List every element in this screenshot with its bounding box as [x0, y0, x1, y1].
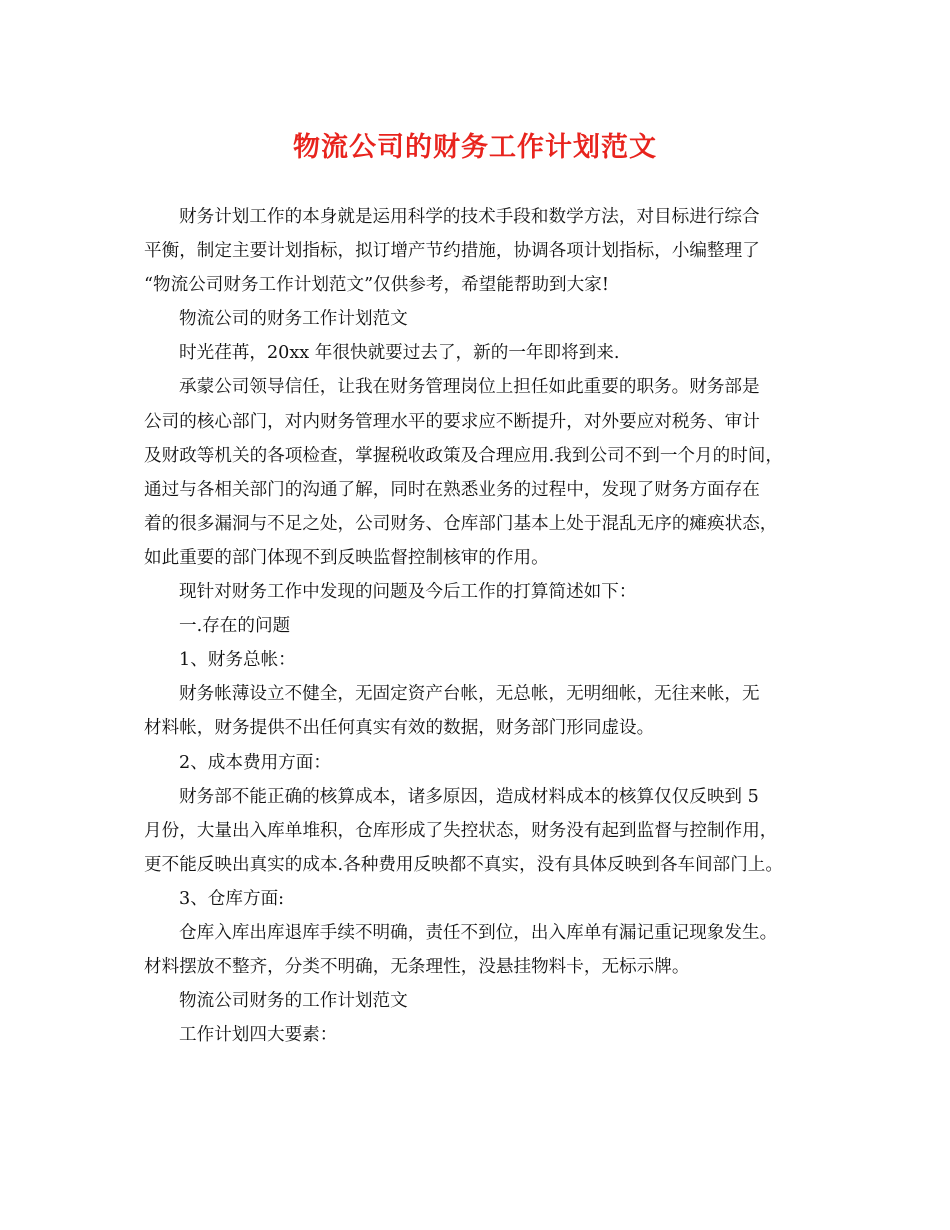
text-line: 如此重要的部门体现不到反映监督控制核审的作用。: [144, 547, 549, 568]
text-line: 月份，大量出入库单堆积，仓库形成了失控状态，财务没有起到监督与控制作用，: [144, 820, 778, 841]
text-line: 公司的核心部门，对内财务管理水平的要求应不断提升，对外要应对税务、审计: [144, 411, 760, 432]
text-line: 1、财务总帐：: [179, 650, 296, 671]
text-line: 材料帐，财务提供不出任何真实有效的数据，财务部门形同虚设。: [144, 718, 655, 739]
text-line: 财务部不能正确的核算成本，诸多原因，造成材料成本的核算仅仅反映到 5: [179, 786, 759, 807]
text-line: 更不能反映出真实的成本.各种费用反映都不真实，没有具体反映到各车间部门上。: [144, 854, 783, 875]
text-line: 及财政等机关的各项检查，掌握税收政策及合理应用.我到公司不到一个月的时间，: [144, 445, 783, 466]
text-line: 现针对财务工作中发现的问题及今后工作的打算简述如下：: [179, 582, 637, 603]
document-body: [144, 200, 824, 1052]
text-line: 3、仓库方面:: [179, 888, 285, 909]
text-line: 财务帐薄设立不健全，无固定资产台帐，无总帐，无明细帐，无往来帐，无: [179, 684, 760, 705]
text-line: 平衡，制定主要计划指标，拟订增产节约措施，协调各项计划指标，小编整理了: [144, 241, 760, 262]
text-line: 承蒙公司领导信任，让我在财务管理岗位上担任如此重要的职务。财务部是: [179, 377, 760, 398]
text-line: 时光荏苒，20xx 年很快就要过去了，新的一年即将到来.: [179, 343, 620, 364]
text-line: 物流公司财务的工作计划范文: [179, 991, 408, 1012]
text-line: 2、成本费用方面：: [179, 752, 331, 773]
text-line: 仓库入库出库退库手续不明确，责任不到位，出入库单有漏记重记现象发生。: [179, 922, 778, 943]
text-line: 工作计划四大要素：: [179, 1025, 338, 1046]
text-line: 一.存在的问题: [179, 616, 291, 637]
text-line: “物流公司财务工作计划范文”仅供参考，希望能帮助到大家!: [144, 275, 609, 296]
text-line: 通过与各相关部门的沟通了解，同时在熟悉业务的过程中，发现了财务方面存在: [144, 479, 760, 500]
text-line: 材料摆放不整齐，分类不明确，无条理性，没悬挂物料卡，无标示牌。: [144, 957, 690, 978]
text-line: 着的很多漏洞与不足之处，公司财务、仓库部门基本上处于混乱无序的瘫痪状态，: [144, 513, 778, 534]
text-line: 财务计划工作的本身就是运用科学的技术手段和数学方法，对目标进行综合: [179, 207, 760, 227]
document-title: 物流公司的财务工作计划范文: [293, 132, 657, 163]
text-line: 物流公司的财务工作计划范文: [179, 309, 408, 330]
